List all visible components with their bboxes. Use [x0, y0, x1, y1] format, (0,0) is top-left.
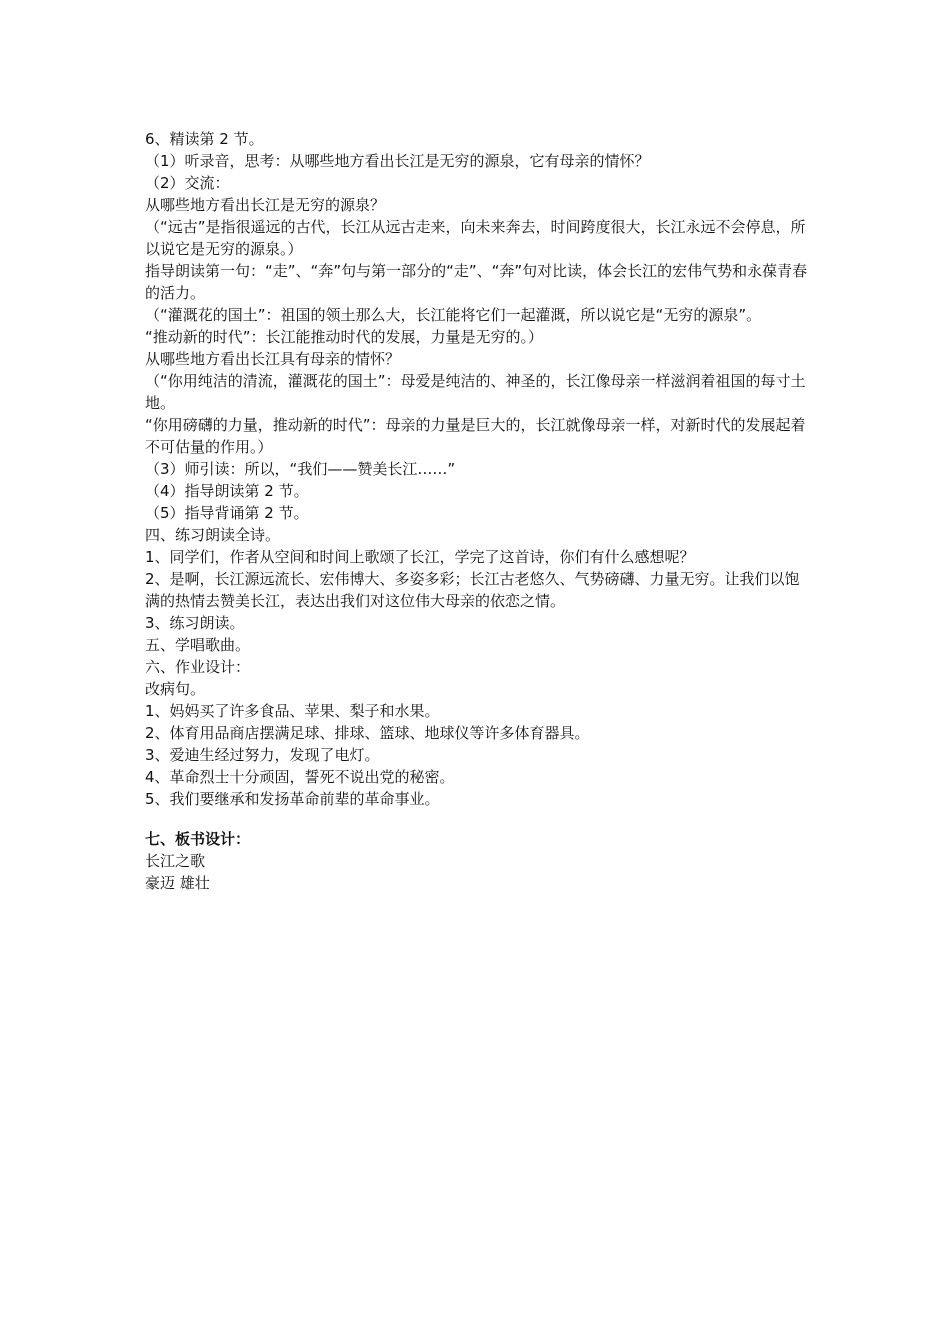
list-item: 2、体育用品商店摆满足球、排球、篮球、地球仪等许多体育器具。 — [145, 724, 590, 742]
paragraph-spacer — [145, 810, 813, 828]
text-line: 3、练习朗读。 — [145, 614, 245, 632]
text-line: （3）师引读：所以，“我们——赞美长江……” — [145, 460, 456, 478]
text-line: 2、是啊，长江源远流长、宏伟博大、多姿多彩；长江古老悠久、气势磅礴、力量无穷。让我们以饱满的热情去赞美长江，表达出我们对这位伟大母亲的依恋之情。 — [145, 570, 800, 610]
text-line: 从哪些地方看出长江具有母亲的情怀？ — [145, 350, 401, 368]
text-line: “你用磅礴的力量，推动新的时代”：母亲的力量是巨大的，长江就像母亲一样，对新时代的发展起着不可估量的作用。） — [145, 416, 806, 456]
list-item: 1、妈妈买了许多食品、苹果、梨子和水果。 — [145, 702, 440, 720]
document-body — [145, 128, 813, 894]
text-line: 改病句。 — [145, 680, 206, 698]
list-item: 4、革命烈士十分顽固，誓死不说出党的秘密。 — [145, 768, 455, 786]
list-item: 3、爱迪生经过努力，发现了电灯。 — [145, 746, 380, 764]
text-line: （1）听录音，思考：从哪些地方看出长江是无穷的源泉，它有母亲的情怀？ — [145, 152, 650, 170]
text-line: 1、同学们，作者从空间和时间上歌颂了长江，学完了这首诗，你们有什么感想呢？ — [145, 548, 695, 566]
board-line: 豪迈 雄壮 — [145, 874, 210, 892]
text-line: 指导朗读第一句：“走”、“奔”句与第一部分的“走”、“奔”句对比读，体会长江的宏伟气势和永葆青春的活力。 — [145, 262, 808, 302]
section-heading: 四、练习朗读全诗。 — [145, 526, 281, 544]
text-line: （“你用纯洁的清流，灌溉花的国土”：母爱是纯洁的、神圣的，长江像母亲一样滋润着祖国的每寸土地。 — [145, 372, 806, 412]
text-line: （“灌溉花的国土”：祖国的领土那么大，长江能将它们一起灌溉，所以说它是“无穷的源泉”。 — [145, 306, 762, 324]
list-item: 5、我们要继承和发扬革命前辈的革命事业。 — [145, 790, 440, 808]
text-line: （5）指导背诵第 2 节。 — [145, 504, 309, 522]
section-heading: 五、学唱歌曲。 — [145, 636, 251, 654]
board-design-heading: 七、板书设计： — [145, 830, 251, 848]
text-line: “推动新的时代”：长江能推动时代的发展，力量是无穷的。） — [145, 328, 544, 346]
text-line: 从哪些地方看出长江是无穷的源泉？ — [145, 196, 386, 214]
board-line: 长江之歌 — [145, 852, 206, 870]
text-line: （4）指导朗读第 2 节。 — [145, 482, 309, 500]
text-line: （“远古”是指很遥远的古代，长江从远古走来，向未来奔去，时间跨度很大，长江永远不会停息，所以说它是无穷的源泉。） — [145, 218, 806, 258]
text-line: （2）交流： — [145, 174, 230, 192]
text-line: 6、精读第 2 节。 — [145, 130, 264, 148]
section-heading: 六、作业设计： — [145, 658, 251, 676]
